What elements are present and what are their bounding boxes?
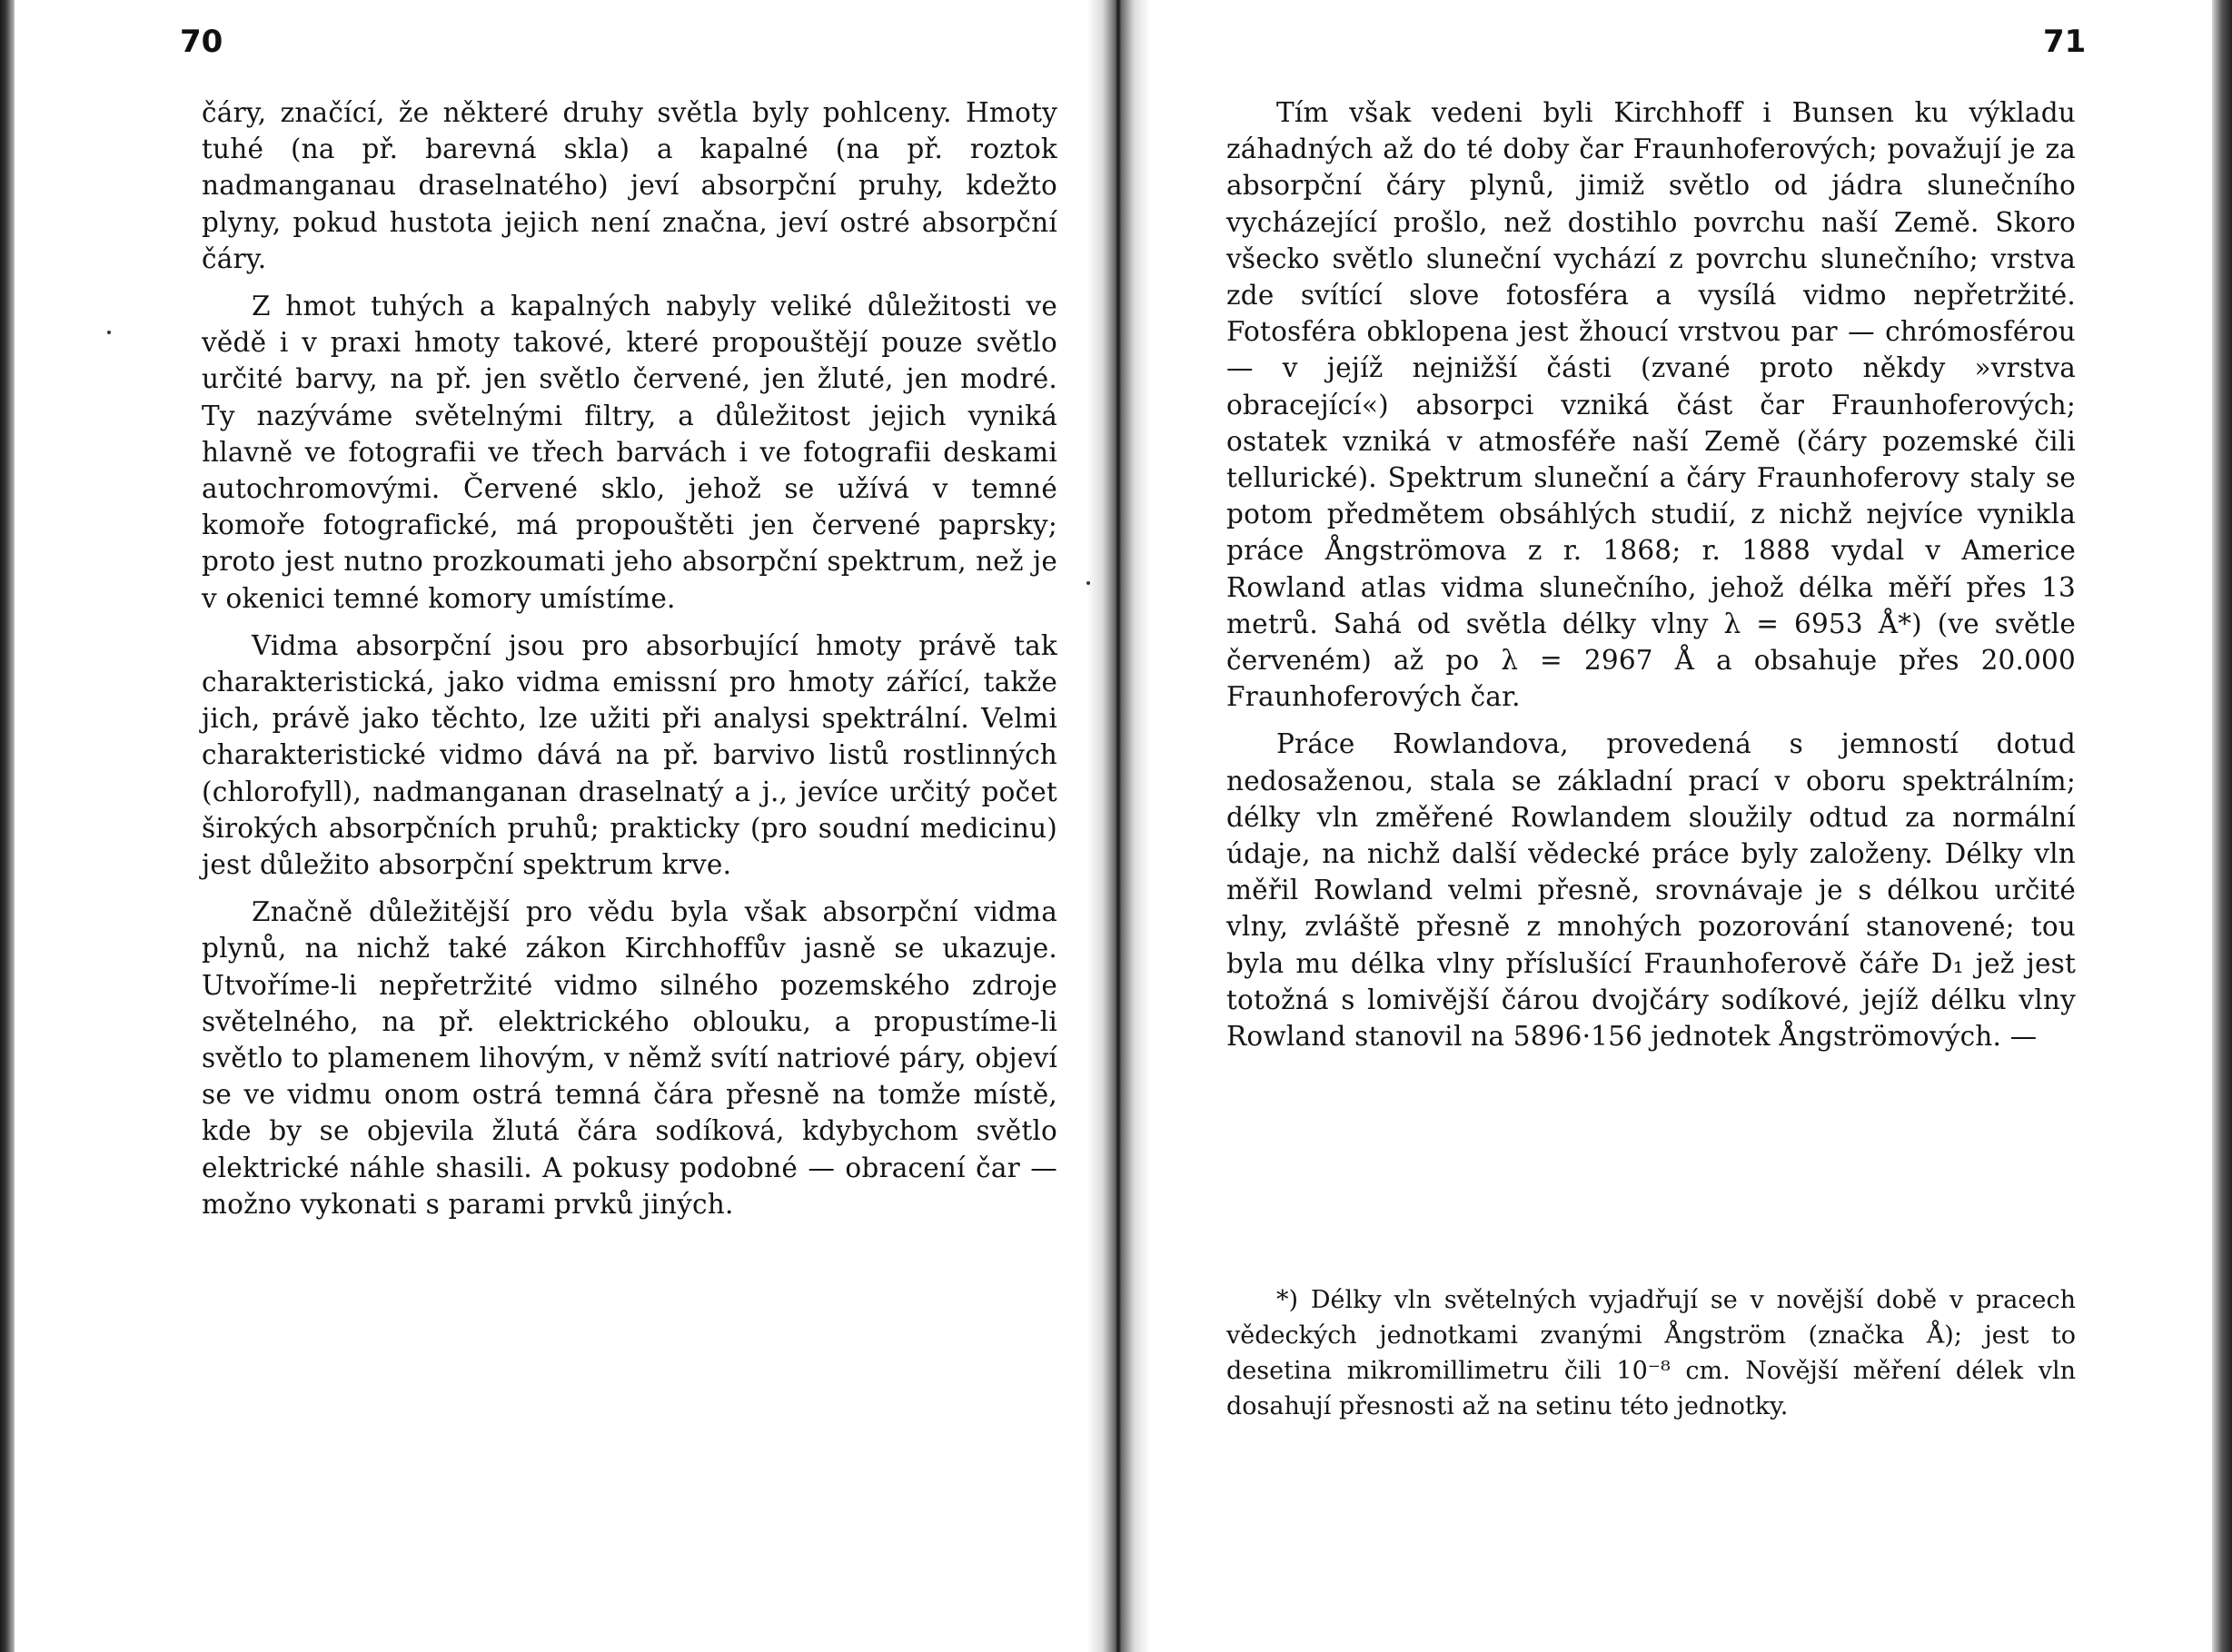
left-page-body — [202, 94, 1057, 1233]
print-speck — [1086, 581, 1090, 585]
page-number: 71 — [2043, 24, 2087, 60]
print-speck — [107, 331, 111, 334]
right-page-body — [1226, 94, 2076, 1065]
paragraph: čáry, značící, že některé druhy světla byly pohlceny. Hmoty tuhé (na př. barevná skla) a kapalné (na př. roztok nadmanganau draselnatého) jeví absorpční pruhy, kdežto plyny, pokud hustota jejich není značna, jeví ostré absorpční čáry. — [202, 97, 1057, 274]
left-page — [0, 0, 1090, 1652]
book-gutter — [1086, 0, 1150, 1652]
right-page — [1146, 0, 2232, 1652]
paragraph: Tím však vedeni byli Kirchhoff i Bunsen ku výkladu záhadných až do té doby čar Fraunhoferových; považují je za absorpční čáry plynů, jimiž světlo od jádra slunečního vycházející prošlo, než dostihlo povrchu naší Země. Skoro všecko světlo sluneční vychází z povrchu slunečního; vrstva zde svítící slove fotosféra a vysílá vidmo nepřetržité. Fotosféra obklopena jest žhoucí vrstvou par — chrómosférou — v jejíž nejnižší části (zvané proto někdy »vrstva obracející«) absorpci vzniká část čar Fraunhoferových; ostatek vzniká v atmosféře naší Země (čáry pozemské čili tellurické). Spektrum sluneční a čáry Fraunhoferovy staly se potom předmětem obsáhlých studií, z nichž nejvíce vynikla práce Ångströmova z r. 1868; r. 1888 vydal v Americe Rowland atlas vidma slunečního, jehož délka měří přes 13 metrů. Sahá od světla délky vlny λ = 6953 Å*) (ve světle červeném) až po λ = 2967 Å a obsahuje přes 20.000 Fraunhoferových čar. — [1226, 97, 2076, 713]
paragraph: Práce Rowlandova, provedená s jemností dotud nedosaženou, stala se základní prací v oboru spektrálním; délky vln změřené Rowlandem sloužily odtud za normální údaje, na nichž další vědecké práce byly založeny. Délky vln měřil Rowland velmi přesně, srovnávaje je s délkou určité vlny, zvláště přesně z mnohých pozorování stanovené; tou byla mu délka vlny příslušící Fraunhoferově čáře D₁ jež jest totožná s lomivější čárou dvojčáry sodíkové, jejíž délku vlny Rowland stanovil na 5896·156 jednotek Ångströmových. — — [1226, 728, 2076, 1053]
page-number: 70 — [180, 24, 223, 60]
paragraph: Z hmot tuhých a kapalných nabyly veliké důležitosti ve vědě i v praxi hmoty takové, které propouštějí pouze světlo určité barvy, na př. jen světlo červené, jen žluté, jen modré. Ty nazýváme světelnými filtry, a důležitost jejich vyniká hlavně ve fotografii ve třech barvách i ve fotografii deskami autochromovými. Červené sklo, jehož se užívá v temné komoře fotografické, má propouštěti jen červené paprsky; proto jest nutno prozkoumati jeho absorpční spektrum, než je v okenici temné komory umístíme. — [202, 291, 1057, 614]
footnote: *) Délky vln světelných vyjadřují se v novější době v pracech vědeckých jednotkami zvanými Ångström (značka Å); jest to desetina mikromillimetru čili 10⁻⁸ cm. Novější měření délek vln dosahují přesnosti až na setinu této jednotky. — [1226, 1286, 2076, 1420]
paragraph: Značně důležitější pro vědu byla však absorpční vidma plynů, na nichž také zákon Kirchhoffův jasně se ukazuje. Utvoříme-li nepřetržité vidmo silného pozemského zdroje světelného, na př. elektrického oblouku, a propustíme-li světlo to plamenem lihovým, v němž svítí natriové páry, objeví se ve vidmu onom ostrá temná čára přesně na tomže místě, kde by se objevila žlutá čára sodíková, kdybychom světlo elektrické náhle shasili. A pokusy podobné — obracení čar — možno vykonati s parami prvků jiných. — [202, 896, 1057, 1220]
paragraph: Vidma absorpční jsou pro absorbující hmoty právě tak charakteristická, jako vidma emissní pro hmoty zářící, takže jich, právě jako těchto, lze užiti při analysi spektrální. Velmi charakteristické vidmo dává na př. barvivo listů rostlinných (chlorofyll), nadmanganan draselnatý a j., jevíce určitý počet širokých absorpčních pruhů; prakticky (pro soudní medicinu) jest důležito absorpční spektrum krve. — [202, 629, 1057, 881]
